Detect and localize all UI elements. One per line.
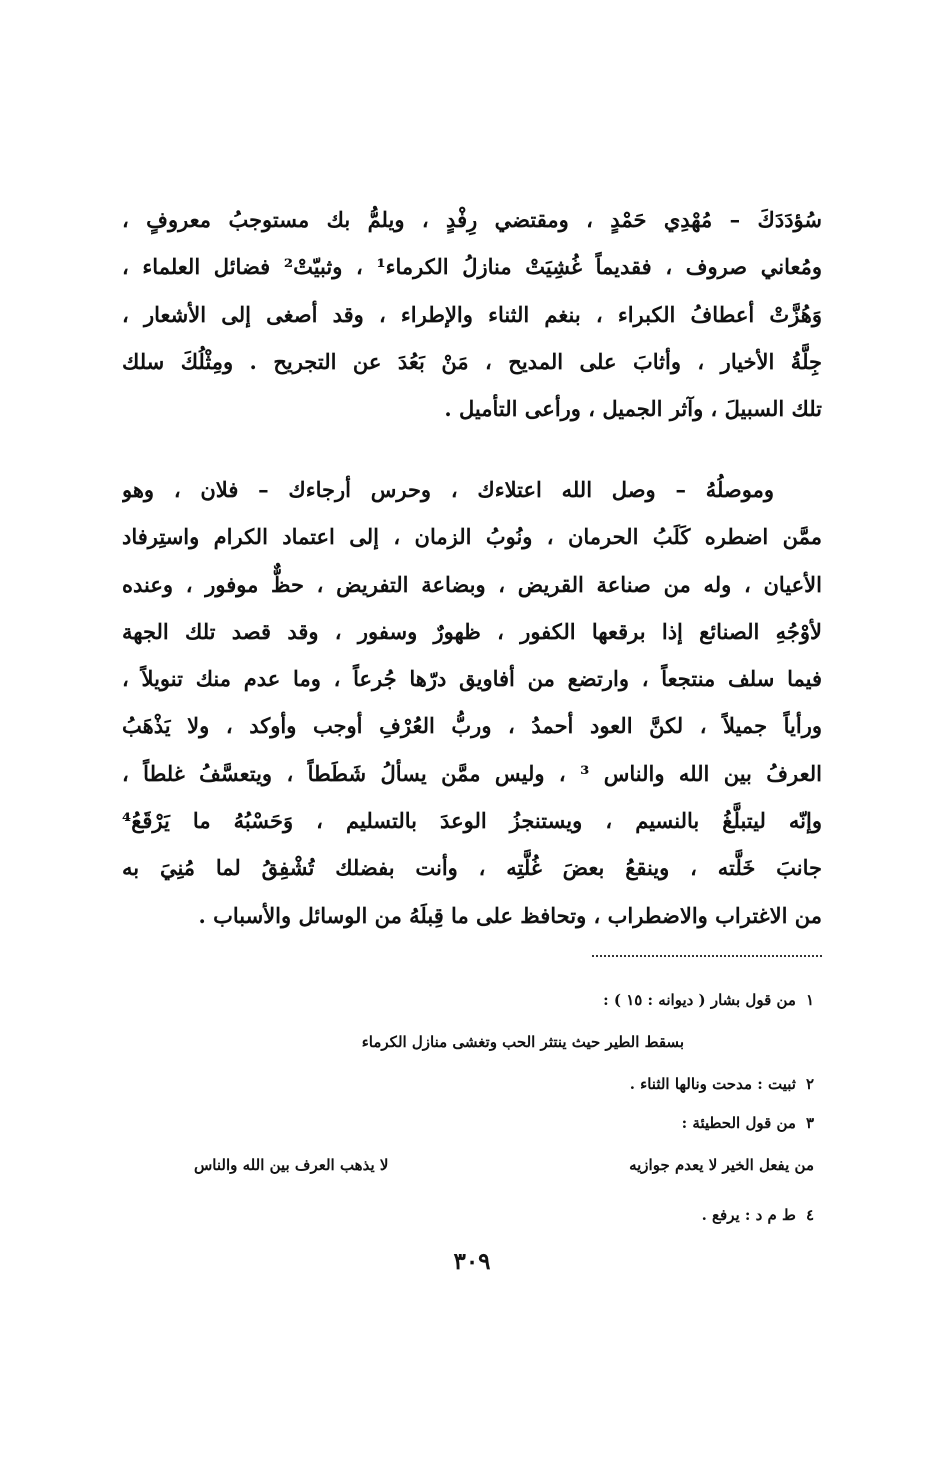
paragraph-2 <box>122 466 822 939</box>
paragraph-1-line-2: ومُعاني صروف ، فقديماً غُشِيَتْ منازلُ الكرماء¹ ، وثبيّتْ² فضائل العلماء ، <box>122 254 822 280</box>
paragraph-2-line-10: من الاغتراب والاضطراب ، وتحافظ على ما قِبلَهُ من الوسائل والأسباب . <box>198 902 822 928</box>
paragraph-1-line-4: جِلَّةُ الأخيار ، وأثابَ على المديح ، مَنْ بَعُدَ عن التجريح . ومِثْلُكَ سلك <box>122 348 822 374</box>
paragraph-1 <box>122 196 822 432</box>
paragraph-1-line-3: وَهُزَّتْ أعطافُ الكبراء ، بنغم الثناء والإطراء ، وقد أصغى إلى الأشعار ، <box>122 301 822 327</box>
footnote-1-text: من قول بشار ( ديوانه : ١٥ ) : <box>603 991 796 1009</box>
page-number: ٣٠٩ <box>453 1248 491 1275</box>
paragraph-2-line-3: الأعيان ، وله من صناعة القريض ، وبضاعة التفريض ، حظٌّ موفور ، وعنده <box>122 571 822 597</box>
footnote-4 <box>702 1205 814 1225</box>
footnote-1 <box>603 990 814 1010</box>
footnote-2 <box>630 1074 814 1094</box>
footnote-1-verse: بسقط الطير حيث ينتثر الحب وتغشى منازل الكرماء <box>361 1033 684 1051</box>
footnote-3-verse-first-hemistich: من يفعل الخير لا يعدم جوازيه <box>629 1156 814 1174</box>
paragraph-2-line-4: لأوْجُهِ الصنائع إذا برقعها الكفور ، ظهورٌ وسفور ، وقد قصد تلك الجهة <box>122 618 822 644</box>
footnote-3-verse-second-hemistich: لا يذهب العرف بين الله والناس <box>194 1156 389 1174</box>
footnote-separator <box>592 955 822 957</box>
paragraph-2-line-6: ورأياً جميلاً ، لكنَّ العود أحمدُ ، وربُّ العُرْفِ أوجب وأوكد ، ولا يَذْهَبُ <box>122 713 822 739</box>
footnote-3 <box>682 1113 814 1133</box>
footnote-2-text: ثبيت : مدحت ونالها الثناء . <box>629 1075 796 1093</box>
paragraph-2-line-1: وموصلُهُ – وصل الله اعتلاءك ، وحرس أرجاءك – فلان ، وهو <box>122 477 774 502</box>
paragraph-2-line-8: وإنّه ليتبلَّغُ بالنسيم ، ويستنجزُ الوعدَ بالتسليم ، وَحَسْبُهُ ما يَرْقَعُ⁴ <box>122 808 822 834</box>
paragraph-1-line-5: تلك السبيلَ ، وآثر الجميل ، ورأعى التأميل . <box>444 396 822 422</box>
footnote-4-number: ٤ <box>805 1206 814 1224</box>
footnote-4-text: ط م د : يرفع . <box>701 1206 796 1224</box>
paragraph-2-line-2: ممَّن اضطره كَلَبُ الحرمان ، ونُوبُ الزمان ، إلى اعتماد الكرام واستِرفاد <box>122 524 822 550</box>
footnote-2-number: ٢ <box>805 1075 814 1093</box>
footnote-3-text: من قول الحطيئة : <box>681 1114 796 1132</box>
footnote-3-number: ٣ <box>805 1114 814 1132</box>
paragraph-1-line-1: سُؤدَدَكَ – مُهْدِي حَمْدٍ ، ومقتضي رِفْدٍ ، ويلمُّ بك مستوجبُ معروفٍ ، <box>122 207 822 232</box>
paragraph-2-line-7: العرفُ بين الله والناس ³ ، وليس ممَّن يسألُ شَطَطاً ، ويتعسَّفُ غلطاً ، <box>122 760 822 786</box>
paragraph-2-line-5: فيما سلف منتجعاً ، وارتضع من أفاويق درّها جُرعاً ، وما عدم منك تنويلاً ، <box>122 666 822 692</box>
paragraph-2-line-9: جانبَ خَلَّته ، وينقعُ بعضَ غُلَّتِه ، وأنت بفضلك تُشْفِقُ لما مُنِيَ به <box>122 855 822 881</box>
footnote-1-number: ١ <box>805 991 814 1009</box>
